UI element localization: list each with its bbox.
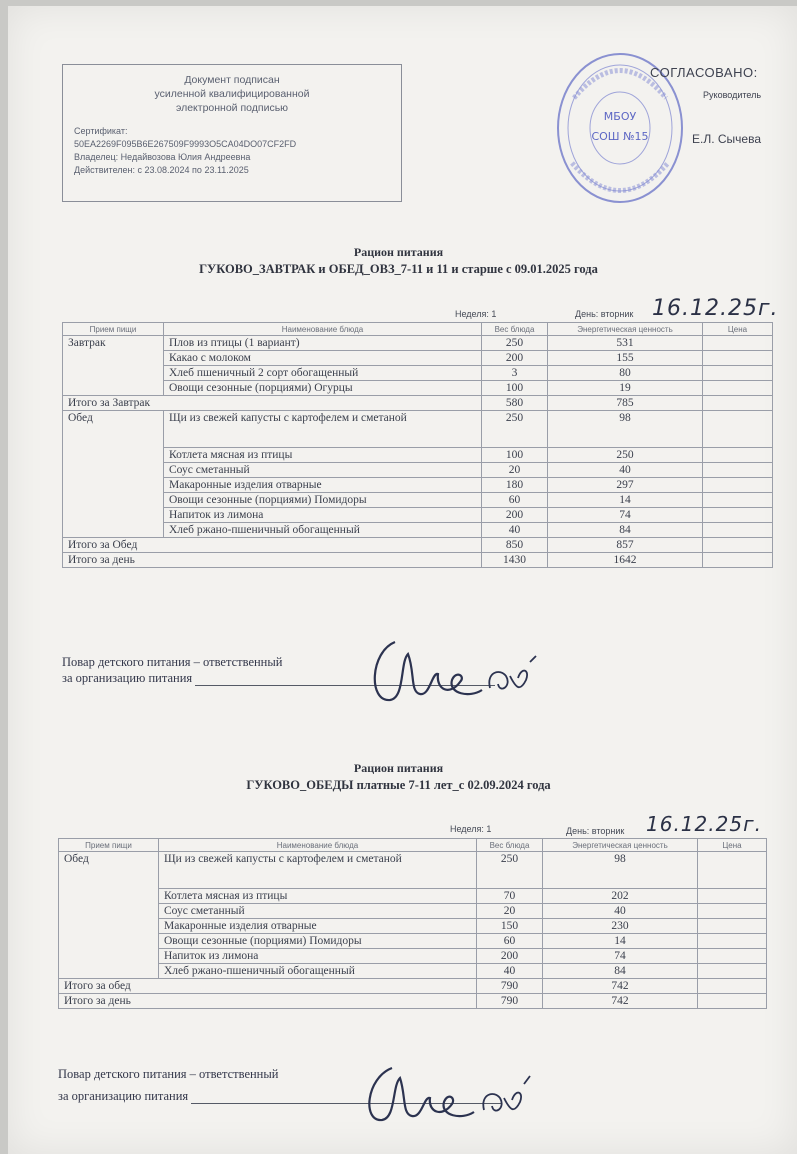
total-row xyxy=(59,979,767,994)
total-price xyxy=(703,396,773,411)
certificate-validity: Действителен: с 23.08.2024 по 23.11.2025 xyxy=(74,165,249,175)
menu1-subtitle: ГУКОВО_ЗАВТРАК и ОБЕД_ОВЗ_7-11 и 11 и старше с 09.01.2025 года xyxy=(199,262,598,276)
dish-name: Овощи сезонные (порциями) Помидоры xyxy=(164,493,482,508)
dish-price xyxy=(703,478,773,493)
dish-name: Овощи сезонные (порциями) Помидоры xyxy=(159,934,477,949)
dish-name: Овощи сезонные (порциями) Огурцы xyxy=(164,381,482,396)
total-weight: 850 xyxy=(482,538,548,553)
dish-price xyxy=(703,366,773,381)
dish-weight: 20 xyxy=(482,463,548,478)
total-label: Итого за день xyxy=(63,553,482,568)
column-header: Цена xyxy=(703,323,773,336)
total-energy: 742 xyxy=(543,979,698,994)
dish-energy: 19 xyxy=(548,381,703,396)
table-row xyxy=(59,919,767,934)
dish-weight: 100 xyxy=(482,381,548,396)
dish-price xyxy=(703,508,773,523)
dish-energy: 250 xyxy=(548,448,703,463)
stamp-number-text: СОШ №15 xyxy=(591,130,649,143)
dish-price xyxy=(698,889,767,904)
menu2-title-block xyxy=(0,760,797,794)
dish-price xyxy=(698,949,767,964)
dish-energy: 202 xyxy=(543,889,698,904)
dish-weight: 250 xyxy=(477,852,543,889)
total-weight: 580 xyxy=(482,396,548,411)
certificate-label: Сертификат: xyxy=(74,126,128,136)
menu1-table xyxy=(62,322,773,568)
signature-header-line: усиленной квалифицированной xyxy=(154,88,310,100)
table-row xyxy=(59,964,767,979)
menu1-handwritten-date: 16.12.25г. xyxy=(652,296,779,321)
dish-name: Плов из птицы (1 вариант) xyxy=(164,336,482,351)
meal-label-lunch: Обед xyxy=(59,852,159,979)
electronic-signature-box xyxy=(62,64,402,202)
dish-weight: 60 xyxy=(482,493,548,508)
total-row xyxy=(63,396,773,411)
total-label: Итого за обед xyxy=(59,979,477,994)
cook-line2: за организацию питания xyxy=(62,671,193,685)
dish-name: Макаронные изделия отварные xyxy=(159,919,477,934)
dish-energy: 14 xyxy=(548,493,703,508)
table-row xyxy=(59,852,767,889)
dish-price xyxy=(703,463,773,478)
approval-block xyxy=(650,62,761,150)
dish-energy: 531 xyxy=(548,336,703,351)
menu2-week: Неделя: 1 xyxy=(450,824,492,834)
total-weight: 790 xyxy=(477,994,543,1009)
dish-name: Какао с молоком xyxy=(164,351,482,366)
dish-energy: 230 xyxy=(543,919,698,934)
dish-price xyxy=(703,448,773,463)
dish-name: Напиток из лимона xyxy=(159,949,477,964)
dish-energy: 80 xyxy=(548,366,703,381)
table-row xyxy=(63,478,773,493)
table-header-row xyxy=(63,323,773,336)
dish-energy: 40 xyxy=(548,463,703,478)
menu2-subtitle: ГУКОВО_ОБЕДЫ платные 7-11 лет_с 02.09.2024 года xyxy=(246,778,551,792)
dish-energy: 297 xyxy=(548,478,703,493)
dish-weight: 20 xyxy=(477,904,543,919)
menu2-table xyxy=(58,838,767,1009)
approval-role: Руководитель xyxy=(703,90,762,100)
dish-name: Макаронные изделия отварные xyxy=(164,478,482,493)
total-energy: 742 xyxy=(543,994,698,1009)
menu2-title: Рацион питания xyxy=(353,761,444,775)
dish-price xyxy=(698,934,767,949)
dish-weight: 60 xyxy=(477,934,543,949)
cook-line1: Повар детского питания – ответственный xyxy=(62,655,283,669)
meal-label-breakfast: Завтрак xyxy=(63,336,164,396)
cook-line2: за организацию питания xyxy=(58,1089,189,1103)
dish-energy: 98 xyxy=(543,852,698,889)
total-price xyxy=(703,553,773,568)
menu1-title: Рацион питания xyxy=(353,245,444,259)
dish-price xyxy=(703,411,773,448)
table-header-row xyxy=(59,839,767,852)
table-row xyxy=(63,463,773,478)
menu1-title-block xyxy=(0,244,797,278)
table-row xyxy=(59,904,767,919)
dish-name: Соус сметанный xyxy=(164,463,482,478)
dish-name: Щи из свежей капусты с картофелем и сметаной xyxy=(164,411,482,448)
dish-price xyxy=(703,336,773,351)
dish-energy: 84 xyxy=(548,523,703,538)
dish-weight: 200 xyxy=(482,351,548,366)
table-row xyxy=(63,493,773,508)
dish-price xyxy=(703,493,773,508)
dish-weight: 40 xyxy=(477,964,543,979)
dish-weight: 250 xyxy=(482,336,548,351)
dish-price xyxy=(703,351,773,366)
total-energy: 857 xyxy=(548,538,703,553)
dish-name: Напиток из лимона xyxy=(164,508,482,523)
dish-price xyxy=(698,919,767,934)
signature-header-line: электронной подписью xyxy=(175,102,289,114)
table-row xyxy=(63,508,773,523)
column-header: Наименование блюда xyxy=(159,839,477,852)
dish-energy: 98 xyxy=(548,411,703,448)
dish-name: Хлеб пшеничный 2 сорт обогащенный xyxy=(164,366,482,381)
table-row xyxy=(63,336,773,351)
dish-price xyxy=(703,523,773,538)
meal-label-lunch: Обед xyxy=(63,411,164,538)
dish-name: Хлеб ржано-пшеничный обогащенный xyxy=(159,964,477,979)
table-row xyxy=(63,448,773,463)
dish-weight: 250 xyxy=(482,411,548,448)
dish-weight: 3 xyxy=(482,366,548,381)
signature-header-line: Документ подписан xyxy=(184,74,280,86)
total-energy: 1642 xyxy=(548,553,703,568)
dish-energy: 155 xyxy=(548,351,703,366)
total-weight: 790 xyxy=(477,979,543,994)
menu2-handwritten-date: 16.12.25г. xyxy=(646,812,762,836)
total-weight: 1430 xyxy=(482,553,548,568)
total-label: Итого за день xyxy=(59,994,477,1009)
dish-name: Котлета мясная из птицы xyxy=(164,448,482,463)
column-header: Наименование блюда xyxy=(164,323,482,336)
total-price xyxy=(698,994,767,1009)
dish-price xyxy=(698,964,767,979)
dish-energy: 40 xyxy=(543,904,698,919)
table-row xyxy=(63,366,773,381)
column-header: Вес блюда xyxy=(477,839,543,852)
approval-agreed: СОГЛАСОВАНО: xyxy=(650,65,758,80)
total-row xyxy=(63,538,773,553)
dish-weight: 200 xyxy=(477,949,543,964)
certificate-owner: Владелец: Недайвозова Юлия Андреевна xyxy=(74,152,251,162)
dish-weight: 70 xyxy=(477,889,543,904)
dish-price xyxy=(703,381,773,396)
total-row xyxy=(63,553,773,568)
column-header: Вес блюда xyxy=(482,323,548,336)
certificate-number: 50EA2269F095B6E267509F9993O5CA04DO07CF2FD xyxy=(74,139,297,149)
total-price xyxy=(698,979,767,994)
column-header: Цена xyxy=(698,839,767,852)
dish-weight: 150 xyxy=(477,919,543,934)
dish-weight: 40 xyxy=(482,523,548,538)
total-label: Итого за Обед xyxy=(63,538,482,553)
dish-weight: 200 xyxy=(482,508,548,523)
dish-price xyxy=(698,852,767,889)
total-label: Итого за Завтрак xyxy=(63,396,482,411)
approval-name: Е.Л. Сычева xyxy=(692,132,762,146)
table-row xyxy=(59,949,767,964)
menu1-week: Неделя: 1 xyxy=(455,309,497,319)
total-row xyxy=(59,994,767,1009)
dish-name: Щи из свежей капусты с картофелем и сметаной xyxy=(159,852,477,889)
dish-name: Котлета мясная из птицы xyxy=(159,889,477,904)
column-header: Прием пищи xyxy=(59,839,159,852)
column-header: Энергетическая ценность xyxy=(543,839,698,852)
total-price xyxy=(703,538,773,553)
table-row xyxy=(63,411,773,448)
column-header: Прием пищи xyxy=(63,323,164,336)
menu2-day: День: вторник xyxy=(566,826,625,836)
cook-line1: Повар детского питания – ответственный xyxy=(58,1067,279,1081)
dish-energy: 74 xyxy=(543,949,698,964)
stamp-top-text: МБОУ xyxy=(603,110,637,123)
table-row xyxy=(59,934,767,949)
dish-name: Соус сметанный xyxy=(159,904,477,919)
dish-energy: 84 xyxy=(543,964,698,979)
dish-energy: 74 xyxy=(548,508,703,523)
dish-energy: 14 xyxy=(543,934,698,949)
dish-price xyxy=(698,904,767,919)
dish-weight: 180 xyxy=(482,478,548,493)
table-row xyxy=(63,523,773,538)
menu1-day: День: вторник xyxy=(575,309,634,319)
dish-weight: 100 xyxy=(482,448,548,463)
dish-name: Хлеб ржано-пшеничный обогащенный xyxy=(164,523,482,538)
handwritten-signature-icon xyxy=(360,632,560,714)
total-energy: 785 xyxy=(548,396,703,411)
table-row xyxy=(59,889,767,904)
table-row xyxy=(63,351,773,366)
handwritten-signature-icon xyxy=(352,1056,552,1134)
table-row xyxy=(63,381,773,396)
column-header: Энергетическая ценность xyxy=(548,323,703,336)
